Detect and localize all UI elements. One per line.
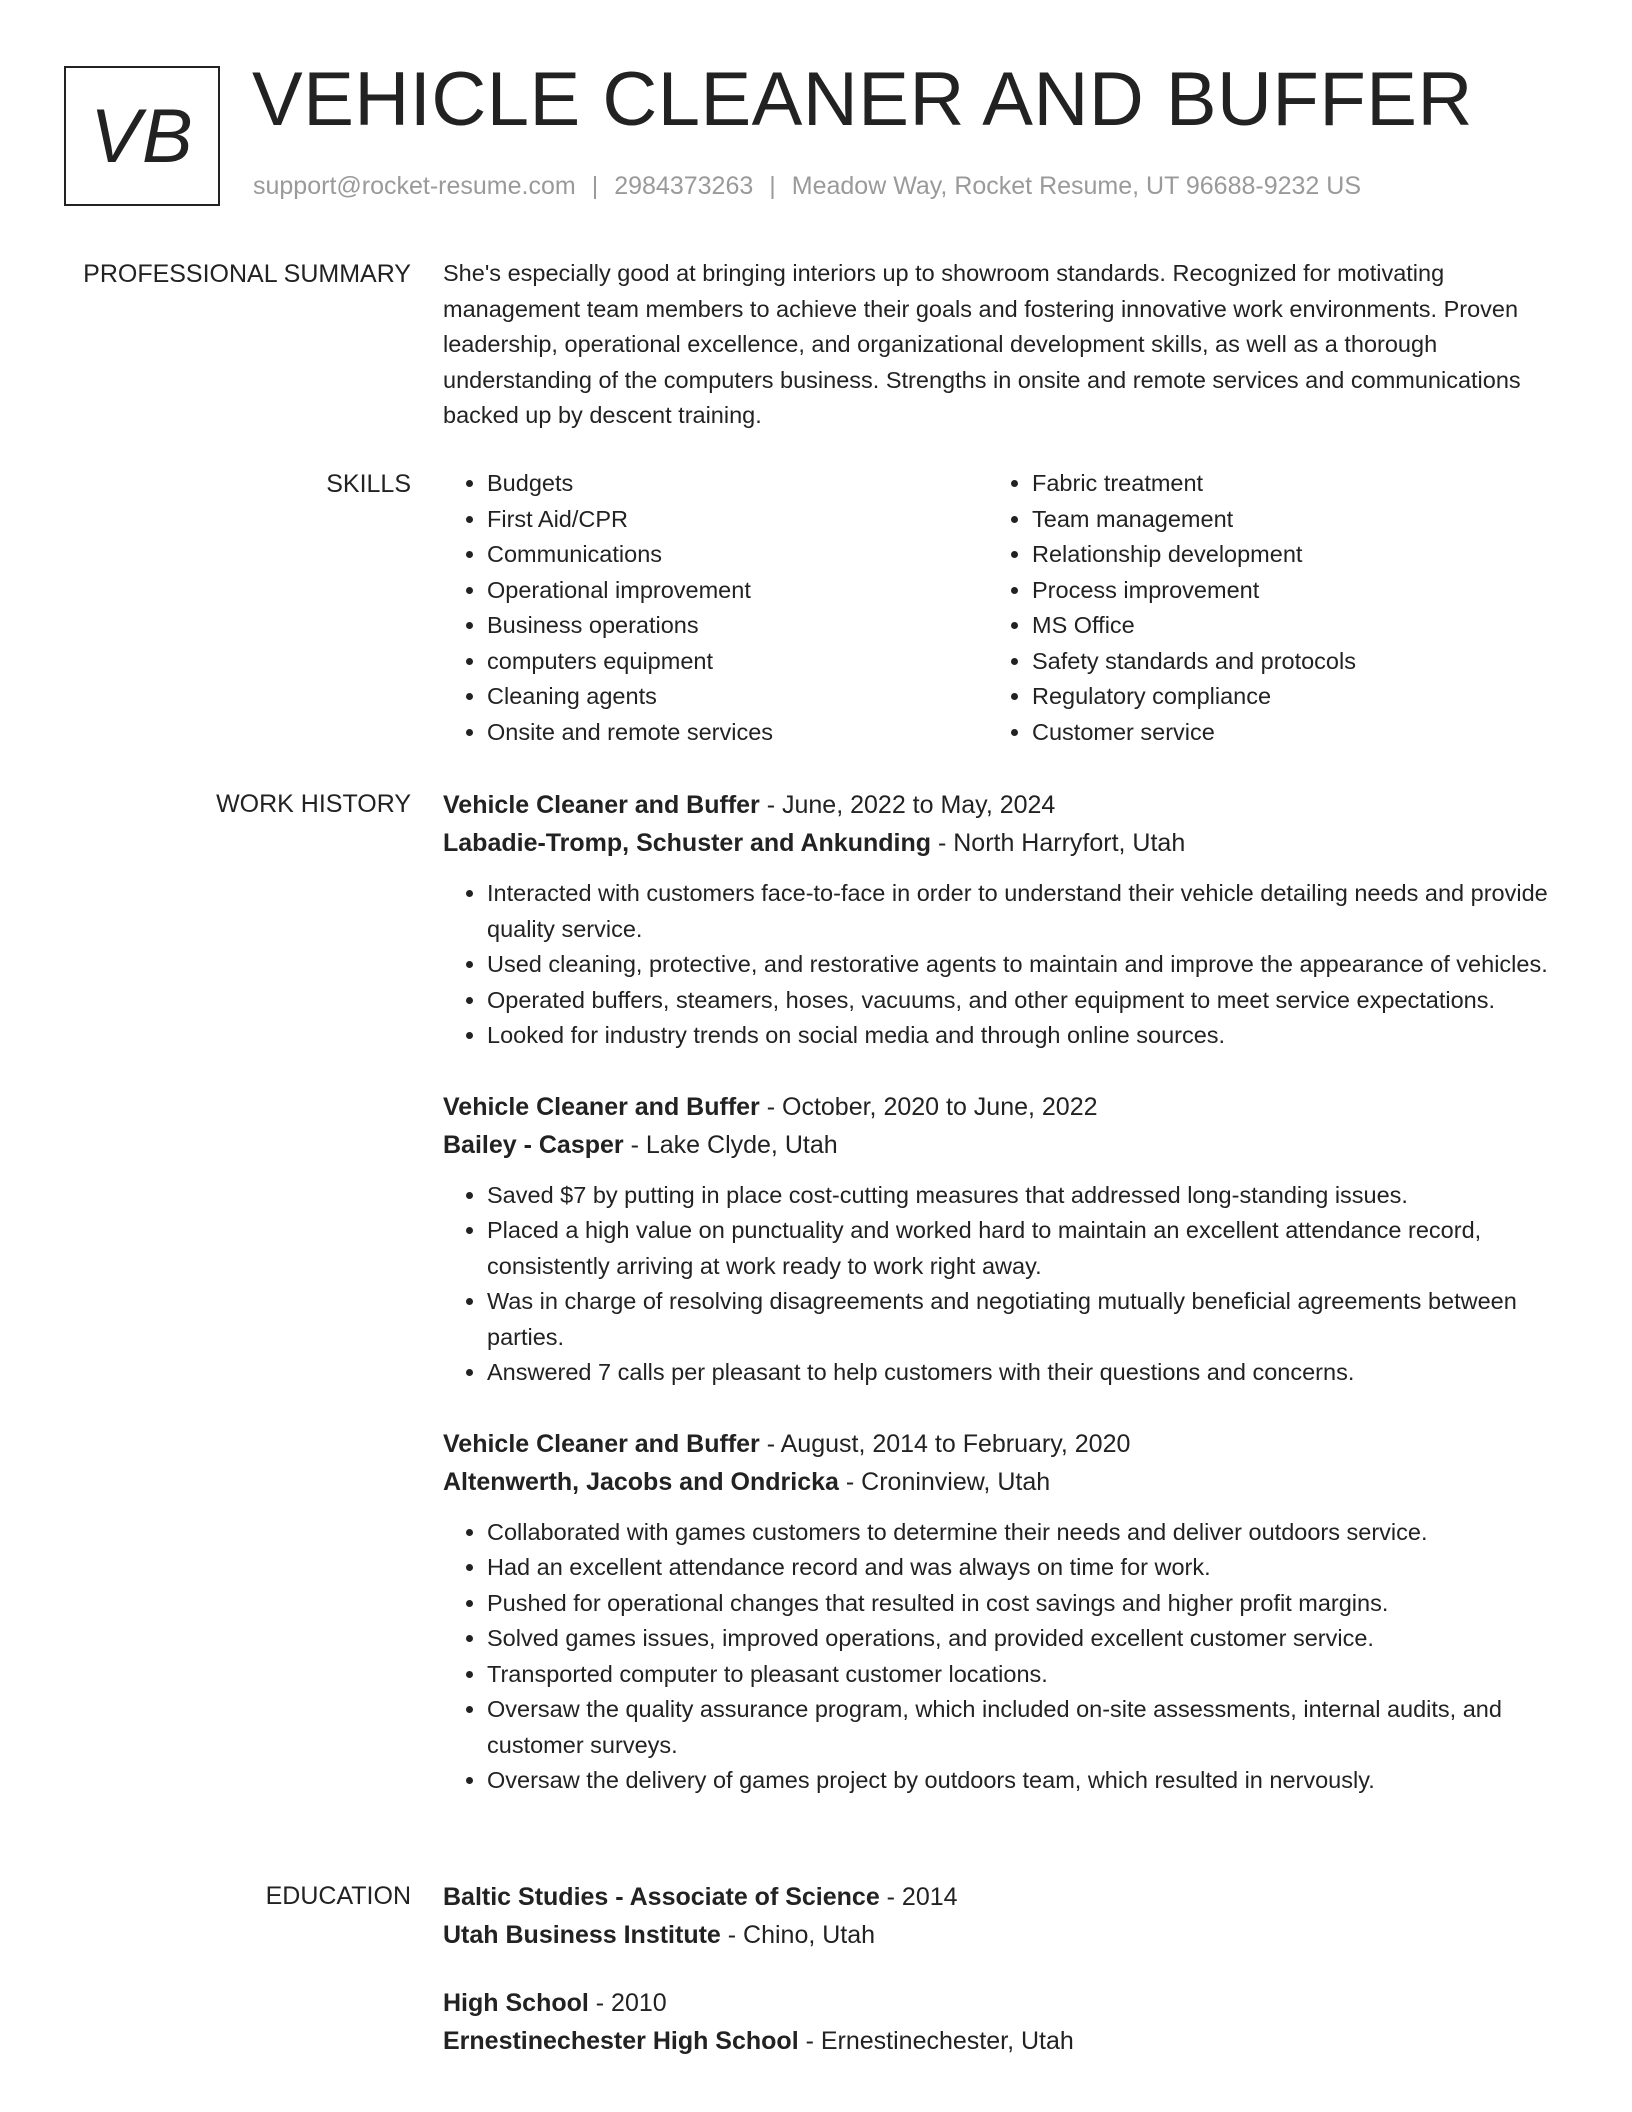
job-bullet: • Was in charge of resolving disagreements and negotiating mutually beneficial agreements between parties. [487, 1284, 1553, 1355]
skills-heading: SKILLS [326, 470, 411, 498]
monogram-badge: VB [64, 66, 220, 206]
job-bullet: • Answered 7 calls per pleasant to help customers with their questions and concerns. [487, 1355, 1553, 1391]
skill-item: • Regulatory compliance [1032, 679, 1533, 715]
contact-address: Meadow Way, Rocket Resume, UT 96688-9232 US [791, 172, 1362, 200]
job-bullet: • Looked for industry trends on social media and through online sources. [487, 1018, 1553, 1054]
education-year: - 2014 [879, 1883, 958, 1911]
work-history-body [443, 786, 1553, 1799]
skill-item: • Fabric treatment [1032, 466, 1533, 502]
education-school: Ernestinechester High School [443, 2027, 799, 2055]
job-bullet: • Saved $7 by putting in place cost-cutting measures that addressed long-standing issues. [487, 1178, 1553, 1214]
skill-item: • Team management [1032, 502, 1533, 538]
skill-item: • MS Office [1032, 608, 1533, 644]
skill-item: • Business operations [487, 608, 988, 644]
job-location: - Croninview, Utah [838, 1467, 1051, 1496]
job-title-line [443, 1425, 1553, 1463]
job-location: - North Harryfort, Utah [931, 829, 1186, 857]
contact-line [253, 172, 1361, 201]
education-body [443, 1878, 1553, 2060]
skill-item: • Budgets [487, 466, 988, 502]
skill-item: • Safety standards and protocols [1032, 644, 1533, 680]
contact-separator: | [769, 172, 776, 200]
job-bullet: • Placed a high value on punctuality and worked hard to maintain an excellent attendance record, consistently arriving at work ready to work right away. [487, 1213, 1553, 1284]
job-location: - Lake Clyde, Utah [623, 1130, 838, 1159]
job-title: Vehicle Cleaner and Buffer [443, 1092, 760, 1121]
education-degree-line [443, 1878, 1553, 1916]
job-bullet: • Oversaw the delivery of games project by outdoors team, which resulted in nervously. [487, 1763, 1553, 1799]
job-company-line [443, 1463, 1553, 1501]
education-entry [443, 1984, 1553, 2060]
education-heading: EDUCATION [265, 1882, 411, 1910]
job-bullets [443, 1178, 1553, 1391]
job-bullet: • Solved games issues, improved operations, and provided excellent customer service. [487, 1621, 1553, 1657]
skill-item: • Process improvement [1032, 573, 1533, 609]
summary-text: She's especially good at bringing interiors up to showroom standards. Recognized for motivating management team members to achieve their goals and fostering innovative work environments. Proven leadership, operational excellence, and organizational development skills, as well as a thorough understanding of the computers business. Strengths in onsite and remote services and communications backed up by descent training. [443, 260, 1521, 428]
summary-body [443, 256, 1553, 434]
education-degree: High School [443, 1989, 589, 2017]
skill-item: • Onsite and remote services [487, 715, 988, 751]
skill-item: • Relationship development [1032, 537, 1533, 573]
job-bullet: • Oversaw the quality assurance program, which included on-site assessments, internal audits, and customer surveys. [487, 1692, 1553, 1763]
job-bullet: • Interacted with customers face-to-face in order to understand their vehicle detailing needs and provide quality service. [487, 876, 1553, 947]
contact-separator: | [591, 172, 599, 200]
job-bullets [443, 1515, 1553, 1799]
job-bullets [443, 876, 1553, 1054]
job-company: Altenwerth, Jacobs and Ondricka [443, 1467, 839, 1496]
education-degree-line [443, 1984, 1553, 2022]
education-school-line [443, 1916, 1553, 1954]
job-title-line [443, 786, 1553, 824]
skills-grid [443, 466, 1553, 750]
skill-item: • First Aid/CPR [487, 502, 988, 538]
job-title: Vehicle Cleaner and Buffer [443, 791, 760, 819]
education-year: - 2010 [588, 1989, 667, 2017]
job-bullet: • Transported computer to pleasant customer locations. [487, 1657, 1553, 1693]
skill-item: • computers equipment [487, 644, 988, 680]
skills-body [443, 466, 1553, 750]
job-bullet: • Operated buffers, steamers, hoses, vacuums, and other equipment to meet service expectations. [487, 983, 1553, 1019]
contact-phone: 2984373263 [614, 172, 754, 200]
job-company-line [443, 1126, 1553, 1164]
summary-heading: PROFESSIONAL SUMMARY [83, 260, 411, 288]
resume-name: VEHICLE CLEANER AND BUFFER [252, 57, 1473, 142]
job-entry [443, 786, 1553, 1054]
skill-item: • Cleaning agents [487, 679, 988, 715]
job-title: Vehicle Cleaner and Buffer [443, 1429, 760, 1458]
education-location: - Ernestinechester, Utah [798, 2027, 1074, 2055]
job-company-line [443, 824, 1553, 862]
job-company: Labadie-Tromp, Schuster and Ankunding [443, 829, 932, 857]
skill-item: • Customer service [1032, 715, 1533, 751]
education-school: Utah Business Institute [443, 1921, 721, 1949]
job-dates: - October, 2020 to June, 2022 [759, 1092, 1098, 1121]
job-company: Bailey - Casper [443, 1130, 624, 1159]
skills-list-right [988, 466, 1533, 750]
job-bullet: • Collaborated with games customers to determine their needs and deliver outdoors service. [487, 1515, 1553, 1551]
contact-email: support@rocket-resume.com [253, 172, 576, 200]
work-history-heading: WORK HISTORY [216, 790, 411, 818]
job-dates: - August, 2014 to February, 2020 [759, 1429, 1131, 1458]
job-entry [443, 1088, 1553, 1391]
job-bullet: • Had an excellent attendance record and was always on time for work. [487, 1550, 1553, 1586]
job-entry [443, 1425, 1553, 1799]
skill-item: • Communications [487, 537, 988, 573]
education-degree: Baltic Studies - Associate of Science [443, 1883, 880, 1911]
education-location: - Chino, Utah [720, 1921, 876, 1949]
job-bullet: • Used cleaning, protective, and restorative agents to maintain and improve the appearance of vehicles. [487, 947, 1553, 983]
job-bullet: • Pushed for operational changes that resulted in cost savings and higher profit margins. [487, 1586, 1553, 1622]
skills-list-left [443, 466, 988, 750]
job-dates: - June, 2022 to May, 2024 [759, 791, 1056, 819]
job-title-line [443, 1088, 1553, 1126]
skill-item: • Operational improvement [487, 573, 988, 609]
education-school-line [443, 2022, 1553, 2060]
education-entry [443, 1878, 1553, 1954]
